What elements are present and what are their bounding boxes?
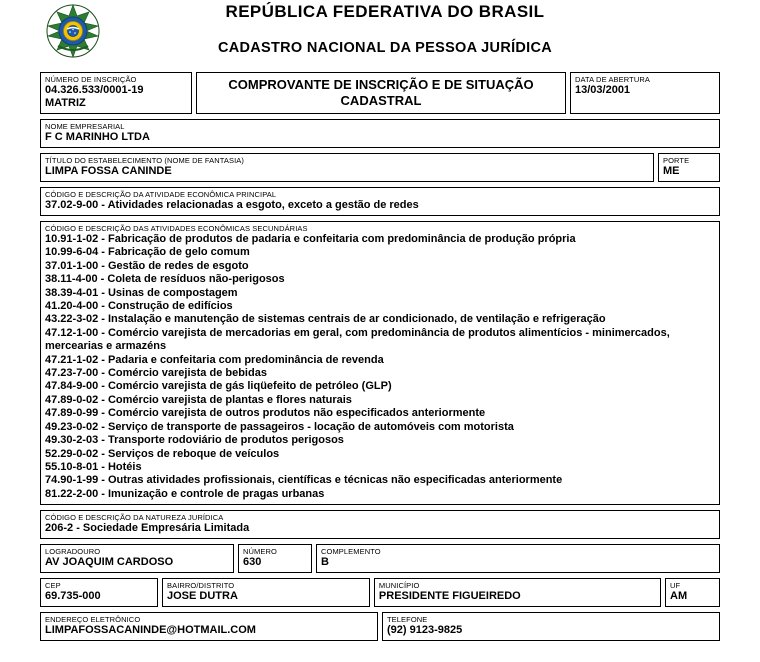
value-email: LIMPAFOSSACANINDE@HOTMAIL.COM [45,624,256,637]
atividade-secundaria-item: 38.11-4-00 - Coleta de resíduos não-perigosos [45,273,285,286]
label-municipio: MUNICÍPIO [378,581,420,591]
atividade-secundaria-item: 52.29-0-02 - Serviços de reboque de veículos [45,447,280,460]
atividade-secundaria-item: 10.91-1-02 - Fabricação de produtos de padaria e confeitaria com predominância de produção própria [45,233,576,245]
field-atividade-principal [40,187,720,216]
field-telefone [382,612,720,641]
value-municipio: PRESIDENTE FIGUEIREDO [378,590,521,603]
atividade-secundaria-item: 47.23-7-00 - Comércio varejista de bebidas [45,367,267,380]
value-tipo-inscricao: MATRIZ [45,97,86,109]
label-logradouro: LOGRADOURO [45,547,101,557]
field-data-abertura [570,72,720,114]
comprovante-line2: CADASTRAL [340,93,422,108]
field-numero-inscricao [40,72,192,114]
value-logradouro: AV JOAQUIM CARDOSO [45,556,174,569]
value-titulo-estabelecimento: LIMPA FOSSA CANINDE [45,165,172,177]
field-comprovante-title [196,72,566,114]
row-nome-empresarial [40,119,720,148]
label-email: ENDEREÇO ELETRÔNICO [45,615,141,625]
value-numero: 630 [243,556,262,569]
field-titulo-estabelecimento [40,153,654,182]
label-natureza-juridica: CÓDIGO E DESCRIÇÃO DA NATUREZA JURÍDICA [45,513,224,523]
label-cep: CEP [45,581,61,591]
atividades-secundarias-list [45,233,715,501]
atividade-secundaria-item: 81.22-2-00 - Imunização e controle de pragas urbanas [45,487,325,500]
brazil-coat-of-arms-icon [44,2,102,60]
row-cep-bairro-municipio [40,578,720,607]
atividade-secundaria-item: 47.21-1-02 - Padaria e confeitaria com predominância de revenda [45,353,384,366]
field-porte [658,153,720,182]
label-bairro: BAIRRO/DISTRITO [167,581,235,591]
label-numero: NÚMERO [243,547,277,557]
row-titulo-porte [40,153,720,182]
value-cep: 69.735-000 [45,590,101,603]
field-cep [40,578,158,607]
row-inscricao [40,72,720,114]
field-bairro [162,578,370,607]
label-numero-inscricao: NÚMERO DE INSCRIÇÃO [45,75,137,84]
value-nome-empresarial: F C MARINHO LTDA [45,131,150,143]
value-natureza-juridica: 206-2 - Sociedade Empresária Limitada [45,522,250,535]
row-contato [40,612,720,641]
label-uf: UF [670,581,681,591]
value-bairro: JOSE DUTRA [167,590,238,603]
atividade-secundaria-item: 47.89-0-02 - Comércio varejista de plantas e flores naturais [45,393,352,406]
value-porte: ME [663,165,680,177]
value-telefone: (92) 9123-9825 [387,624,463,637]
row-natureza-juridica [40,510,720,539]
atividade-secundaria-item: 74.90-1-99 - Outras atividades profissionais, científicas e técnicas não especificadas anteriormente [45,474,563,487]
atividade-secundaria-item: 49.23-0-02 - Serviço de transporte de passageiros - locação de automóveis com motorista [45,420,514,433]
field-uf [665,578,720,607]
field-email [40,612,378,641]
atividade-secundaria-item: 41.20-4-00 - Construção de edifícios [45,300,233,313]
row-endereco [40,544,720,573]
label-data-abertura: DATA DE ABERTURA [575,75,650,84]
label-atividade-principal: CÓDIGO E DESCRIÇÃO DA ATIVIDADE ECONÔMICA PRINCIPAL [45,190,277,199]
atividade-secundaria-item: 43.22-3-02 - Instalação e manutenção de sistemas centrais de ar condicionado, de ventilação e refrigeração [45,313,606,326]
field-complemento [316,544,720,573]
row-atividades-secundarias [40,221,720,505]
atividade-secundaria-item: 38.39-4-01 - Usinas de compostagem [45,286,238,299]
label-atividades-secundarias: CÓDIGO E DESCRIÇÃO DAS ATIVIDADES ECONÔMICAS SECUNDÁRIAS [45,224,308,233]
comprovante-line1: COMPROVANTE DE INSCRIÇÃO E DE SITUAÇÃO [228,77,534,92]
document-header [40,0,720,72]
field-numero [238,544,312,573]
field-logradouro [40,544,234,573]
value-uf: AM [670,590,688,603]
field-nome-empresarial [40,119,720,148]
label-complemento: COMPLEMENTO [321,547,381,557]
value-data-abertura: 13/03/2001 [575,84,631,96]
atividade-secundaria-item: 47.89-0-99 - Comércio varejista de outros produtos não especificados anteriormente [45,407,486,420]
value-atividade-principal: 37.02-9-00 - Atividades relacionadas a esgoto, exceto a gestão de redes [45,199,419,211]
field-atividades-secundarias [40,221,720,505]
label-titulo-estabelecimento: TÍTULO DO ESTABELECIMENTO (NOME DE FANTASIA) [45,156,245,165]
atividade-secundaria-item: 10.99-6-04 - Fabricação de gelo comum [45,246,250,259]
row-atividade-principal [40,187,720,216]
field-natureza-juridica [40,510,720,539]
atividade-secundaria-item: 47.84-9-00 - Comércio varejista de gás liqüefeito de petróleo (GLP) [45,380,392,393]
atividade-secundaria-item: 37.01-1-00 - Gestão de redes de esgoto [45,259,249,272]
label-nome-empresarial: NOME EMPRESARIAL [45,122,125,131]
page-subtitle: CADASTRO NACIONAL DA PESSOA JURÍDICA [217,40,553,56]
field-municipio [374,578,661,607]
value-numero-inscricao: 04.326.533/0001-19 [45,84,144,96]
value-complemento: B [321,556,329,569]
atividade-secundaria-item: 55.10-8-01 - Hotéis [45,460,142,473]
atividade-secundaria-item: 49.30-2-03 - Transporte rodoviário de produtos perigosos [45,434,344,447]
page-title: REPÚBLICA FEDERATIVA DO BRASIL [225,2,545,21]
label-telefone: TELEFONE [387,615,428,625]
label-porte: PORTE [663,156,690,165]
atividade-secundaria-item: 47.12-1-00 - Comércio varejista de mercadorias em geral, com predominância de produtos alimentícios - minimercados, mercearias e armazéns [45,326,670,353]
